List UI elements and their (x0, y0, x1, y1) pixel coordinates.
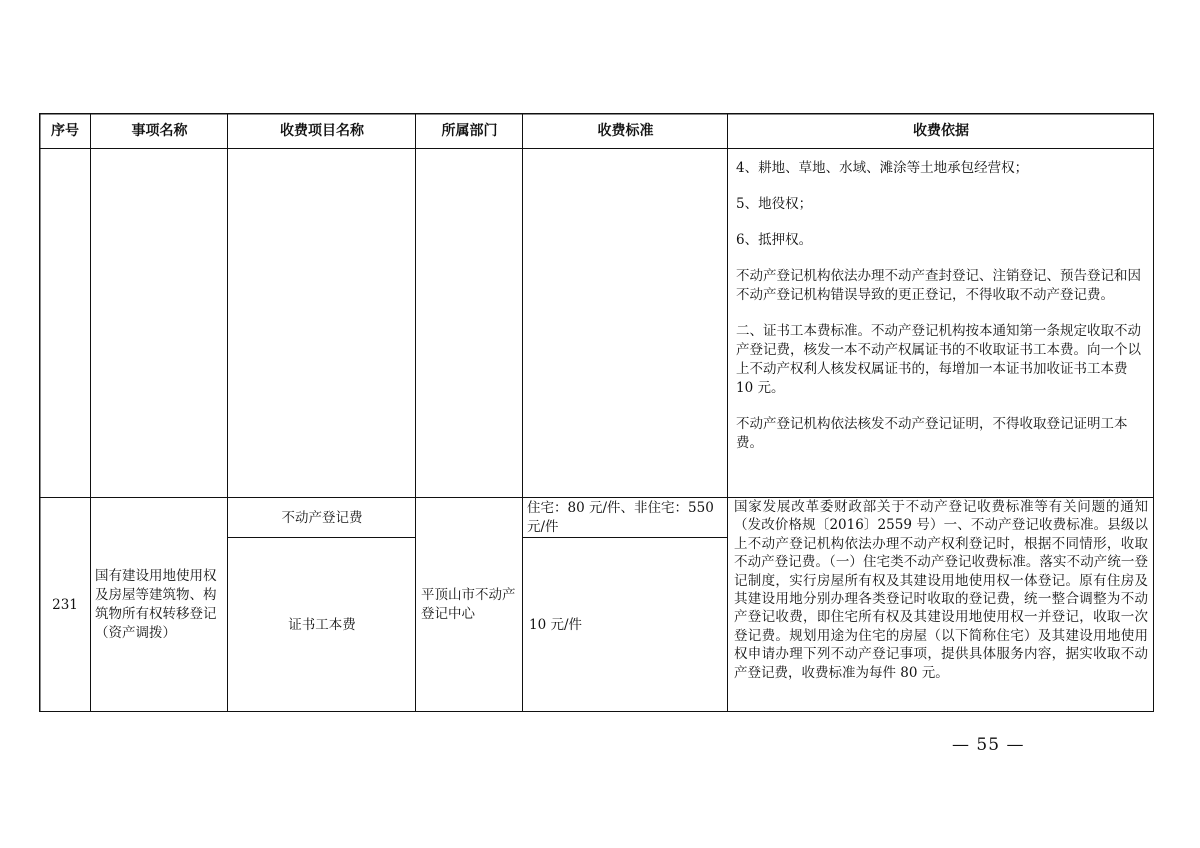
basis-paragraph: 不动产登记机构依法核发不动产登记证明，不得收取登记证明工本费。 (736, 416, 1128, 451)
continued-basis (728, 149, 1154, 497)
header-item-name: 事项名称 (131, 122, 188, 139)
header-department: 所属部门 (441, 122, 498, 139)
basis-paragraph: 不动产登记机构依法办理不动产查封登记、注销登记、预告登记和因不动产登记机构错误导致的更正登记，不得收取不动产登记费。 (736, 268, 1141, 303)
fee-table (39, 113, 1154, 712)
basis-paragraph: 二、证书工本费标准。不动产登记机构按本通知第一条规定收取不动产登记费，核发一本不动产权属证书的不收取证书工本费。向一个以上不动产权利人核发权属证书的，每增加一本证书加收证书工本费 10 元。 (736, 323, 1141, 396)
page-number: — 55 — (952, 735, 1025, 755)
row-item-name: 国有建设用地使用权及房屋等建筑物、构筑物所有权转移登记（资产调拨） (95, 568, 217, 641)
row-department: 平顶山市不动产登记中心 (421, 587, 516, 622)
header-fee-standard: 收费标准 (597, 122, 654, 139)
fee-item-certificate: 证书工本费 (288, 616, 356, 633)
header-fee-item: 收费项目名称 (280, 122, 364, 139)
basis-paragraph: 4、耕地、草地、水域、滩涂等土地承包经营权； (736, 160, 1029, 176)
basis-paragraph: 6、抵押权。 (736, 232, 813, 248)
header-fee-basis: 收费依据 (913, 122, 969, 139)
basis-paragraph: 5、地役权； (736, 196, 813, 212)
fee-item-registration: 不动产登记费 (281, 509, 363, 526)
standard-certificate: 10 元/件 (529, 616, 583, 633)
row-number: 231 (52, 596, 78, 613)
row-basis: 国家发展改革委财政部关于不动产登记收费标准等有关问题的通知（发改价格规〔2016〕2559 号）一、不动产登记收费标准。县级以上不动产登记机构依法办理不动产权利登记时，根据不同情形，收取不动产登记费。（一）住宅类不动产登记收费标准。落实不动产统一登记制度，实行房屋所有权及其建设用地使用权一体登记。原有住房及其建设用地分别办理各类登记时收取的登记费，统一整合调整为不动产登记收费，即住宅所有权及其建设用地使用权一并登记，收取一次登记费。规划用途为住宅的房屋（以下简称住宅）及其建设用地使用权申请办理下列不动产登记事项，提供具体服务内容，据实收取不动产登记费，收费标准为每件 80 元。 (734, 499, 1148, 681)
standard-registration: 住宅：80 元/件、非住宅：550 元/件 (527, 500, 714, 535)
header-number: 序号 (51, 122, 79, 139)
